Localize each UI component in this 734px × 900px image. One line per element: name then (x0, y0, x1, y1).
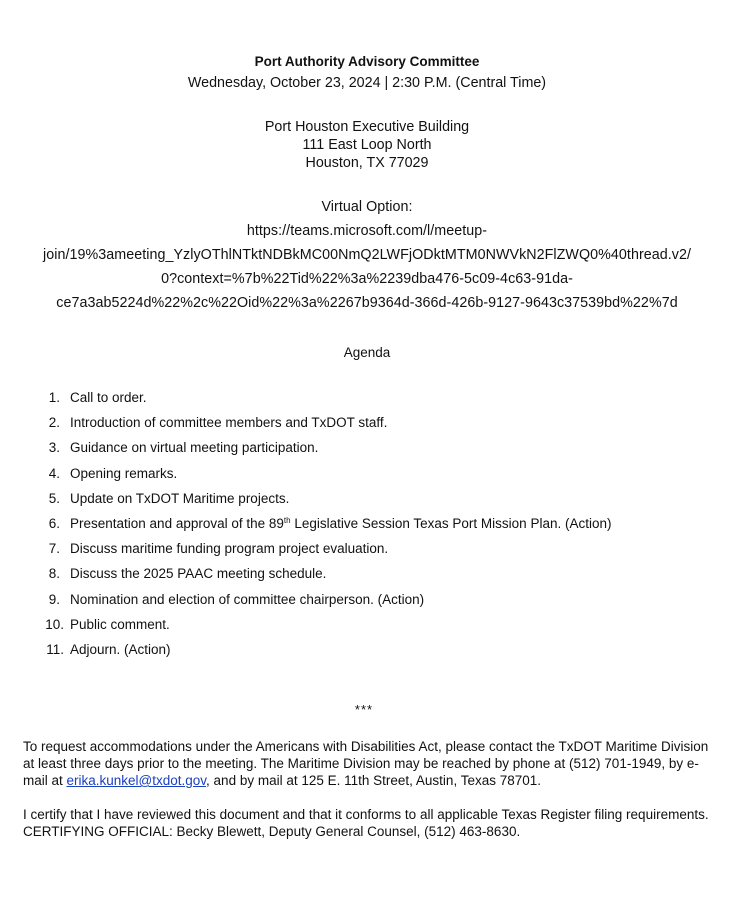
meeting-datetime: Wednesday, October 23, 2024 | 2:30 P.M. (Central Time) (187, 75, 547, 91)
agenda-item-text: Opening remarks. (70, 465, 178, 481)
section-separator: *** (354, 702, 374, 717)
accommodations-notice (23, 738, 718, 789)
agenda-item (0, 616, 734, 641)
agenda-item (0, 515, 734, 540)
agenda-item-text: Introduction of committee members and TxDOT staff. (70, 415, 388, 431)
agenda-item-number: 11. (46, 641, 64, 657)
agenda-item (0, 591, 734, 616)
agenda-item (0, 465, 734, 490)
meeting-url-line[interactable]: ce7a3ab5224d%22%2c%22Oid%22%3a%2267b9364d-366d-426b-9127-9643c37539bd%22%7d (56, 295, 678, 311)
street-address: 111 East Loop North (302, 137, 432, 153)
accommodations-text: To request accommodations under the Americans with Disabilities Act, please contact the TxDOT Maritime Division at least three days prior to the meeting. The Maritime Division may be reached by phone at (512) 701-1949, by e-mail at (23, 739, 709, 788)
agenda-item-text: Adjourn. (Action) (70, 641, 171, 657)
meeting-url-line[interactable]: https://teams.microsoft.com/l/meetup- (246, 223, 488, 239)
agenda-item-text: Guidance on virtual meeting participation. (70, 440, 319, 456)
city-state-zip: Houston, TX 77029 (305, 155, 429, 171)
agenda-item-number: 5. (48, 490, 60, 506)
agenda-item-text: Discuss the 2025 PAAC meeting schedule. (70, 566, 327, 582)
agenda-item-number: 1. (48, 390, 60, 405)
building-name: Port Houston Executive Building (264, 119, 470, 135)
certification-block (23, 806, 718, 840)
accommodations-text-end: , and by mail at 125 E. 11th Street, Austin, Texas 78701. (206, 773, 542, 788)
virtual-option (0, 195, 734, 315)
agenda-item-number: 8. (48, 566, 60, 582)
agenda-item (0, 414, 734, 439)
agenda-item (0, 641, 734, 666)
virtual-option-label: Virtual Option: (321, 199, 413, 215)
committee-title: Port Authority Advisory Committee (254, 54, 480, 69)
agenda-list (0, 389, 734, 666)
agenda-item-text: Call to order. (70, 390, 147, 405)
agenda-item-number: 2. (48, 415, 60, 431)
certification-statement: I certify that I have reviewed this document and that it conforms to all applicable Texas Register filing requirements. (23, 807, 709, 822)
agenda-heading: Agenda (343, 345, 391, 360)
agenda-item (0, 439, 734, 464)
agenda-item-text: Discuss maritime funding program project evaluation. (70, 541, 389, 557)
agenda-item (0, 389, 734, 414)
agenda-item-text: Public comment. (70, 616, 170, 632)
agenda-item-number: 4. (48, 465, 60, 481)
agenda-item-number: 9. (48, 591, 60, 607)
ordinal-suffix: th (283, 515, 291, 525)
agenda-item-number: 10. (45, 616, 64, 632)
agenda-item-text-start: Presentation and approval of the 89 (70, 515, 284, 531)
agenda-item (0, 565, 734, 590)
meeting-location (0, 118, 734, 172)
agenda-item-text: Update on TxDOT Maritime projects. (70, 490, 290, 506)
agenda-item-text: Nomination and election of committee chairperson. (Action) (70, 591, 425, 607)
agenda-item-number: 3. (48, 440, 60, 456)
agenda-item-number: 7. (48, 541, 60, 557)
agenda-item (0, 540, 734, 565)
email-link[interactable]: erika.kunkel@txdot.gov (66, 773, 207, 788)
meeting-url-line[interactable]: 0?context=%7b%22Tid%22%3a%2239dba476-5c09-4c63-91da- (161, 271, 573, 287)
agenda-item-text (70, 515, 611, 533)
meeting-url-line[interactable]: join/19%3ameeting_YzlyOThlNTktNDBkMC00NmQ2LWFjODktMTM0NWVkN2FlZWQ0%40thread.v2/ (43, 247, 691, 263)
agenda-item (0, 490, 734, 515)
certifying-official: CERTIFYING OFFICIAL: Becky Blewett, Deputy General Counsel, (512) 463-8630. (23, 824, 521, 839)
agenda-item-text-end: Legislative Session Texas Port Mission Plan. (Action) (290, 515, 612, 531)
agenda-item-number: 6. (48, 515, 60, 531)
